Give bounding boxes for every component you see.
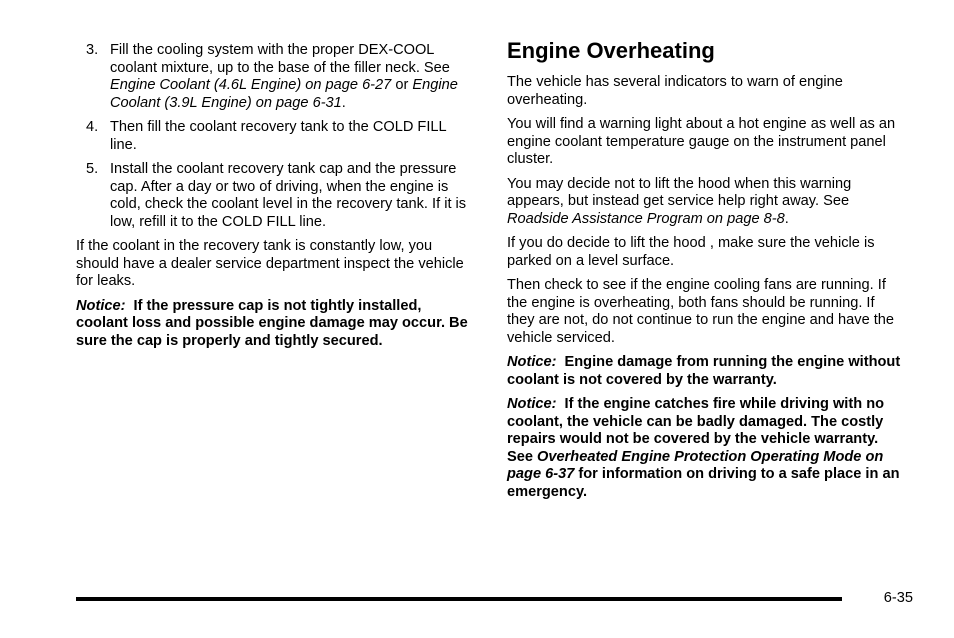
notice-block — [507, 354, 902, 389]
body-paragraph: The vehicle has several indicators to warn of engine overheating. — [507, 74, 843, 108]
step-text: Then fill the coolant recovery tank to the COLD FILL line. — [110, 119, 447, 153]
body-paragraph: If you do decide to lift the hood , make sure the vehicle is parked on a level surface. — [507, 235, 875, 269]
right-column — [507, 38, 902, 508]
step-text: Fill the cooling system with the proper DEX-COOL coolant mixture, up to the base of the filler neck. See — [110, 42, 450, 76]
notice-text: If the pressure cap is not tightly installed, coolant loss and possible engine damage may occur. Be sure the cap is properly and tightly secured. — [76, 297, 468, 349]
step-text: Install the coolant recovery tank cap and the pressure cap. After a day or two of driving, when the engine is cold, check the coolant level in the recovery tank. If it is low, refill it to the COLD FILL line. — [110, 161, 467, 230]
notice-label: Notice: — [507, 396, 557, 412]
notice-text: Engine damage from running the engine without coolant is not covered by the warranty. — [507, 354, 901, 388]
notice-block — [507, 396, 902, 501]
cross-reference-link[interactable]: Roadside Assistance Program on page 8-8 — [507, 210, 785, 227]
paragraph-text: . — [784, 210, 789, 227]
step-text: . — [341, 94, 346, 111]
step-text: or — [391, 77, 413, 93]
left-column — [76, 42, 476, 357]
notice-text: for information on driving to a safe place in an emergency. — [507, 466, 900, 500]
step-list — [76, 42, 476, 231]
cross-reference-link[interactable]: Overheated Engine Protection Operating Mode on page 6-37 — [507, 448, 884, 482]
section-heading: Engine Overheating — [507, 38, 715, 63]
cross-reference-link[interactable]: Engine Coolant (4.6L Engine) on page 6-27 — [110, 77, 392, 93]
body-paragraph: You will find a warning light about a hot engine as well as an engine coolant temperature gauge on the instrument panel cluster. — [507, 116, 896, 167]
body-paragraph — [507, 176, 902, 229]
step-number: 4. — [86, 119, 99, 135]
notice-label: Notice: — [507, 354, 557, 370]
step-number: 3. — [86, 42, 99, 58]
notice-block — [76, 298, 476, 351]
footer-rule — [76, 597, 842, 601]
body-paragraph: Then check to see if the engine cooling fans are running. If the engine is overheating, both fans should be running. If they are not, do not continue to run the engine and have the vehicle serviced. — [507, 277, 895, 346]
paragraph-text: You may decide not to lift the hood when this warning appears, but instead get service help right away. See — [507, 175, 852, 209]
step-number: 5. — [86, 161, 99, 177]
step-item — [76, 42, 476, 112]
notice-label: Notice: — [76, 297, 126, 314]
step-item — [76, 119, 476, 154]
cross-reference-link[interactable]: Engine Coolant (3.9L Engine) on page 6-31 — [110, 77, 458, 111]
body-paragraph: If the coolant in the recovery tank is constantly low, you should have a dealer service department inspect the vehicle for leaks. — [76, 238, 464, 289]
page-number: 6-35 — [883, 590, 913, 606]
notice-text: If the engine catches fire while driving with no coolant, the vehicle can be badly damaged. The costly repairs would not be covered by the vehicle warranty. See — [507, 396, 885, 465]
step-item — [76, 161, 476, 231]
